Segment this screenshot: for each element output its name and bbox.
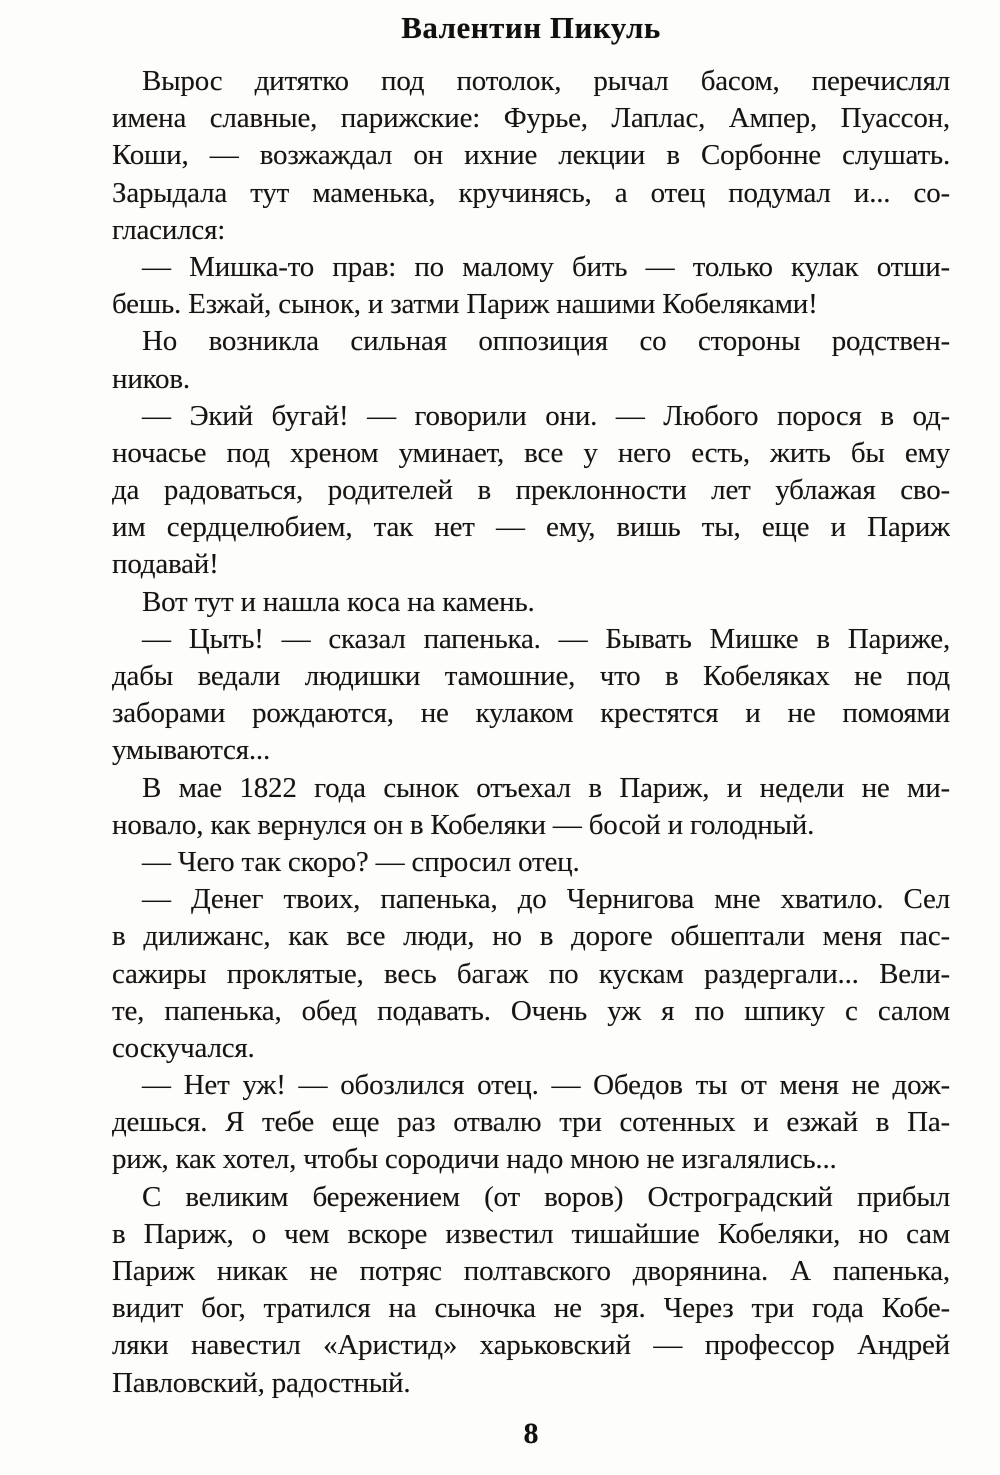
text-line: да радоваться, родителей в преклонности лет ублажая сво- (112, 474, 950, 507)
text-line: риж, как хотел, чтобы сородичи надо мною не изгалялись... (112, 1143, 837, 1176)
page-number: 8 (523, 1417, 539, 1450)
text-line: — Мишка-то прав: по малому бить — только кулак отши- (142, 250, 950, 283)
text-line: дабы ведали людишки тамошние, что в Кобеляках не под (112, 660, 950, 692)
text-line: дешься. Я тебе еще раз отвалю три сотенных и езжай в Па- (112, 1106, 950, 1139)
page-body (112, 63, 950, 1402)
text-line: сажиры проклятые, весь багаж по кускам раздергали... Вели- (112, 957, 950, 990)
text-line: ночасье под хреном уминает, все у него есть, жить бы ему (112, 436, 950, 469)
text-line: те, папенька, обед подавать. Очень уж я по шпику с салом (112, 994, 950, 1027)
text-line: — Экий бугай! — говорили они. — Любого порося в од- (142, 399, 950, 432)
text-line: В мае 1822 года сынок отъехал в Париж, и недели не ми- (142, 771, 950, 804)
text-line: — Нет уж! — обозлился отец. — Обедов ты от меня не дож- (142, 1069, 950, 1102)
text-line: Павловский, радостный. (112, 1366, 411, 1399)
text-line: видит бог, тратился на сыночка не зря. Через три года Кобе- (112, 1292, 950, 1325)
text-line: ляки навестил «Аристид» харьковский — профессор Андрей (112, 1329, 950, 1362)
text-line: заборами рождаются, не кулаком крестятся и не помоями (112, 697, 950, 730)
text-line: соскучался. (112, 1031, 255, 1064)
text-line: подавай! (112, 548, 219, 581)
text-line: в дилижанс, как все люди, но в дороге обшептали меня пас- (112, 920, 950, 953)
text-line: Вырос дитятко под потолок, рычал басом, перечислял (142, 65, 950, 97)
text-line: им сердцелюбием, так нет — ему, вишь ты, еще и Париж (112, 511, 950, 544)
text-line: имена славные, парижские: Фурье, Лаплас, Ампер, Пуассон, (112, 102, 950, 135)
text-line: ников. (112, 362, 190, 395)
text-line: Зарыдала тут маменька, кручинясь, а отец подумал и... со- (112, 176, 950, 209)
text-line: Но возникла сильная оппозиция со стороны родствен- (142, 325, 950, 358)
text-line: умываются... (112, 734, 271, 767)
text-line: — Чего так скоро? — спросил отец. (142, 845, 580, 878)
text-line: гласился: (112, 213, 226, 246)
text-line: бешь. Езжай, сынок, и затми Париж нашими Кобеляками! (112, 288, 818, 321)
text-line: — Денег твоих, папенька, до Чернигова мне хватило. Сел (142, 883, 950, 916)
text-line: С великим бережением (от воров) Остроградский прибыл (142, 1180, 950, 1213)
page-title: Валентин Пикуль (401, 10, 661, 45)
text-line: в Париж, о чем вскоре известил тишайшие Кобеляки, но сам (112, 1217, 950, 1250)
text-line: Коши, — возжаждал он ихние лекции в Сорбонне слушать. (112, 139, 950, 172)
text-line: Вот тут и нашла коса на камень. (142, 585, 535, 618)
text-line: Париж никак не потряс полтавского дворянина. А папенька, (112, 1255, 950, 1287)
text-line: — Цыть! — сказал папенька. — Бывать Мишке в Париже, (142, 622, 950, 655)
text-line: новало, как вернулся он в Кобеляки — босой и голодный. (112, 808, 815, 841)
